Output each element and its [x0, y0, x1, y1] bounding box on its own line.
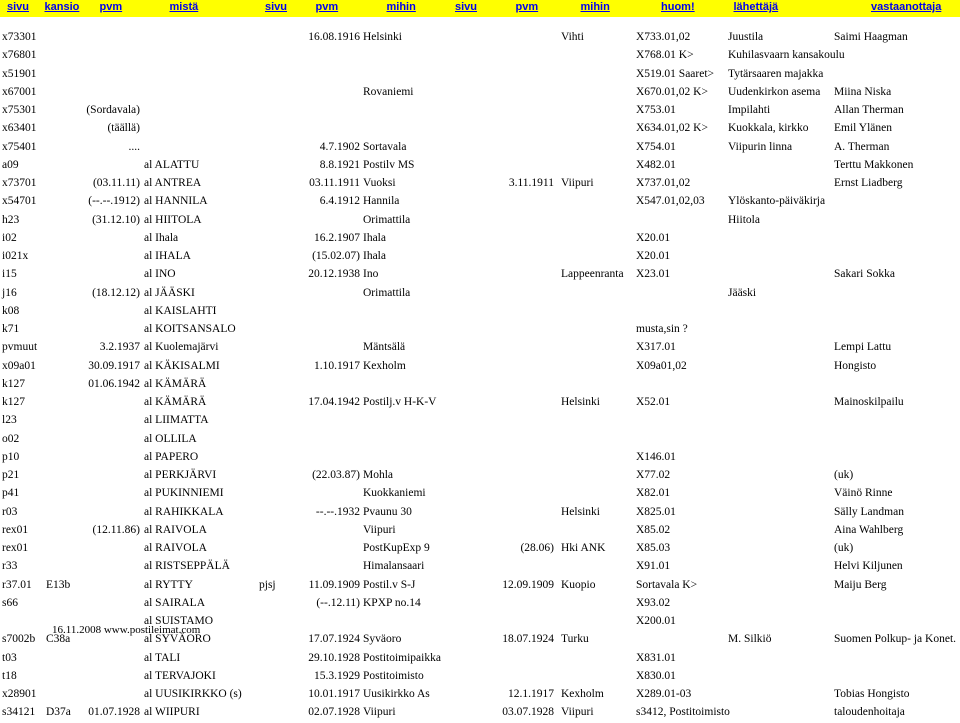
pvm2-cell: 6.4.1912 [319, 195, 360, 208]
huom-cell: X20.01 [636, 250, 671, 262]
vastaanottaja-cell: (uk) [834, 469, 854, 481]
pvm2-cell: (15.02.07) [312, 250, 360, 262]
mista-cell: al Ihala [144, 231, 179, 244]
huom-cell: X519.01 Saaret> [636, 67, 715, 80]
sivu2-cell: pjsj [259, 578, 276, 591]
pvm3-cell: 3.11.1911 [508, 177, 554, 189]
mihin-cell: Orimattila [363, 213, 411, 226]
mista-cell: al KÄKISALMI [144, 359, 220, 372]
table-row [0, 84, 960, 102]
vastaanottaja-cell: Saimi Haagman [834, 31, 908, 43]
huom-cell: X93.02 [636, 596, 671, 609]
sivu-cell: l23 [2, 414, 17, 427]
mihin-cell: Himalansaari [363, 560, 425, 573]
mihin-cell: Postil.v S-J [363, 578, 416, 591]
mista-cell: al SUISTAMO [144, 615, 214, 627]
mihin-cell: Rovaniemi [363, 85, 414, 98]
sivu-cell: p21 [2, 469, 20, 481]
table-row [0, 412, 960, 430]
table-row [0, 193, 960, 211]
mista-cell: al KOITSANSALO [144, 323, 236, 335]
mihin2-cell: Hki ANK [561, 542, 606, 554]
huom-cell: X482.01 [636, 158, 676, 171]
table-row [0, 266, 960, 284]
mihin-cell: Ihala [363, 250, 386, 262]
pvm3-cell: (28.06) [520, 542, 554, 554]
pvm2-cell: 1.10.1917 [314, 359, 360, 372]
mista-cell: al OLLILA [144, 432, 197, 445]
sivu-cell: s7002b [2, 633, 36, 646]
vastaanottaja-cell: Väinö Rinne [834, 487, 893, 500]
huom-cell: X753.01 [636, 104, 676, 116]
huom-cell: X670.01,02 K> [636, 85, 708, 98]
vastaanottaja-cell: Miina Niska [834, 85, 892, 98]
nav-link-7[interactable]: sivu [455, 1, 478, 13]
sivu-cell: r33 [2, 560, 18, 573]
huom-cell: X830.01 [636, 669, 676, 682]
huom-cell: X831.01 [636, 651, 676, 664]
pvm-cell: 01.07.1928 [88, 706, 140, 719]
sivu-cell: t18 [2, 669, 17, 682]
postmark-table [0, 29, 960, 723]
pvm-cell: (18.12.12) [92, 286, 140, 299]
mista-cell: al JÄÄSKI [144, 286, 195, 299]
nav-link-6[interactable]: mihin [386, 1, 416, 13]
sivu-cell: a09 [2, 158, 19, 171]
huom-cell: X547.01,02,03 [636, 195, 705, 208]
sivu-cell: x63401 [2, 122, 37, 135]
mihin-cell: Postilv MS [363, 158, 415, 171]
pvm2-cell: 29.10.1928 [308, 651, 360, 664]
pvm3-cell: 12.1.1917 [508, 688, 554, 700]
sivu-cell: s66 [2, 596, 18, 609]
table-row [0, 47, 960, 65]
sivu-cell: rex01 [2, 523, 29, 536]
vastaanottaja-cell: Allan Therman [834, 104, 904, 116]
pvm-cell: (--.--.1912) [88, 195, 140, 208]
mihin-cell: Sortavala [363, 140, 407, 153]
table-row [0, 467, 960, 485]
nav-link-9[interactable]: mihin [580, 1, 610, 13]
table-row [0, 668, 960, 686]
pvm2-cell: 15.3.1929 [314, 669, 360, 682]
huom-cell: X634.01,02 K> [636, 122, 708, 135]
vastaanottaja-cell: Aina Wahlberg [834, 523, 904, 536]
mista-cell: al ALATTU [144, 158, 200, 171]
mihin-cell: Postilj.v H-K-V [363, 396, 437, 408]
pvm2-cell: --.--.1932 [315, 505, 360, 518]
huom-cell: X825.01 [636, 505, 676, 518]
pvm-cell: 3.2.1937 [99, 341, 140, 354]
nav-bar [0, 0, 960, 17]
kansio-cell: D37a [46, 706, 71, 719]
huom-cell: X77.02 [636, 469, 671, 481]
vastaanottaja-cell: Sakari Sokka [834, 268, 896, 281]
mihin-cell: Ihala [363, 231, 386, 244]
nav-link-3[interactable]: mistä [169, 1, 199, 13]
nav-link-10[interactable]: huom! [661, 1, 695, 13]
nav-link-2[interactable]: pvm [99, 1, 123, 13]
mihin-cell: Syväoro [363, 633, 402, 646]
table-row [0, 102, 960, 120]
sivu-cell: x73301 [2, 31, 37, 43]
pvm2-cell: 17.04.1942 [308, 396, 360, 408]
sivu-cell: k127 [2, 396, 25, 408]
huom-cell: X82.01 [636, 487, 671, 500]
mihin-cell: Kuokkaniemi [363, 487, 426, 500]
mista-cell: al TERVAJOKI [144, 669, 216, 682]
huom-cell: X20.01 [636, 231, 671, 244]
table-row [0, 650, 960, 668]
mista-cell: al SAIRALA [144, 596, 206, 609]
sivu-cell: r03 [2, 505, 18, 518]
pvm3-cell: 12.09.1909 [502, 578, 554, 591]
vastaanottaja-cell: Mainoskilpailu [834, 396, 904, 408]
lahettaja-cell: M. Silkiö [728, 633, 772, 646]
huom-cell: s3412, Postitoimisto [636, 706, 730, 719]
mista-cell: al KÄMÄRÄ [144, 377, 207, 390]
table-row [0, 120, 960, 138]
mista-cell: al HANNILA [144, 195, 208, 208]
mihin-cell: Ino [363, 268, 379, 281]
table-row [0, 230, 960, 248]
pvm2-cell: 20.12.1938 [308, 268, 360, 281]
lahettaja-cell: Tytärsaaren majakka [728, 67, 824, 80]
mista-cell: al RYTTY [144, 578, 193, 591]
mista-cell: al PERKJÄRVI [144, 469, 217, 481]
table-row [0, 285, 960, 303]
mihin-cell: Mohla [363, 469, 394, 481]
sivu-cell: x54701 [2, 195, 37, 208]
sivu-cell: i021x [2, 250, 29, 262]
mihin2-cell: Viipuri [561, 706, 594, 719]
lahettaja-cell: Jääski [728, 286, 757, 299]
vastaanottaja-cell: Suomen Polkup- ja Konet. [834, 633, 957, 646]
table-row [0, 540, 960, 558]
sivu-cell: pvmuut [2, 341, 38, 354]
mista-cell: al RISTSEPPÄLÄ [144, 560, 230, 573]
pvm3-cell: 03.07.1928 [502, 706, 554, 719]
table-row [0, 595, 960, 613]
mista-cell: al IHALA [144, 250, 191, 262]
huom-cell: musta,sin ? [636, 323, 688, 335]
mihin-cell: Vuoksi [363, 177, 396, 189]
sivu-cell: i02 [2, 231, 17, 244]
lahettaja-cell: Impilahti [728, 104, 771, 116]
mihin-cell: Orimattila [363, 286, 411, 299]
mista-cell: al SYVÄORO [144, 633, 211, 646]
sivu-cell: k08 [2, 304, 20, 317]
pvm2-cell: 16.08.1916 [308, 31, 360, 43]
pvm-cell: (03.11.11) [92, 177, 140, 189]
mihin-cell: Viipuri [363, 706, 396, 719]
table-row [0, 485, 960, 503]
sivu-cell: x76801 [2, 49, 37, 62]
nav-link-8[interactable]: pvm [515, 1, 539, 13]
lahettaja-cell: Ylöskanto-päiväkirja [728, 195, 826, 208]
pvm-cell: 01.06.1942 [88, 377, 140, 390]
mista-cell: al Kuolemajärvi [144, 341, 219, 354]
table-row [0, 686, 960, 704]
mihin-cell: Postitoimisto [363, 669, 424, 682]
pvm-cell: (31.12.10) [92, 213, 140, 226]
pvm2-cell: (22.03.87) [312, 469, 360, 481]
sivu-cell: i15 [2, 268, 17, 281]
sivu-cell: x28901 [2, 688, 37, 700]
mihin2-cell: Turku [561, 633, 589, 646]
mihin2-cell: Kexholm [561, 688, 604, 700]
huom-cell: X754.01 [636, 140, 676, 153]
table-row [0, 431, 960, 449]
pvm-cell: (täällä) [107, 122, 140, 135]
vastaanottaja-cell: taloudenhoitaja [834, 706, 905, 719]
sivu-cell: x75401 [2, 140, 37, 153]
vastaanottaja-cell: Lempi Lattu [834, 341, 892, 354]
vastaanottaja-cell: (uk) [834, 542, 854, 554]
vastaanottaja-cell: Hongisto [834, 359, 877, 372]
pvm2-cell: 17.07.1924 [308, 633, 360, 646]
mihin2-cell: Lappeenranta [561, 268, 624, 281]
sivu-cell: h23 [2, 213, 20, 226]
vastaanottaja-cell: Terttu Makkonen [834, 158, 914, 171]
sivu-cell: p41 [2, 487, 20, 500]
huom-cell: Sortavala K> [636, 578, 698, 591]
pvm2-cell: 16.2.1907 [314, 231, 360, 244]
pvm2-cell: 8.8.1921 [319, 158, 360, 171]
pvm-cell: .... [128, 140, 140, 153]
table-row [0, 577, 960, 595]
pvm2-cell: 11.09.1909 [308, 578, 360, 591]
mista-cell: al INO [144, 268, 176, 281]
mista-cell: al TALI [144, 651, 181, 664]
sivu-cell: x09a01 [2, 359, 36, 372]
mista-cell: al KAISLAHTI [144, 304, 217, 317]
huom-cell: X200.01 [636, 615, 676, 627]
pvm2-cell: 02.07.1928 [308, 706, 360, 719]
huom-cell: X23.01 [636, 268, 671, 281]
mihin2-cell: Helsinki [561, 505, 600, 518]
pvm2-cell: 03.11.1911 [309, 177, 360, 189]
huom-cell: X85.03 [636, 542, 671, 554]
vastaanottaja-cell: Emil Ylänen [834, 122, 893, 135]
pvm2-cell: 10.01.1917 [308, 688, 360, 700]
sivu-cell: k127 [2, 377, 25, 390]
table-row [0, 358, 960, 376]
vastaanottaja-cell: Sälly Landman [834, 505, 904, 518]
nav-link-0[interactable]: sivu [7, 1, 30, 13]
nav-link-4[interactable]: sivu [265, 1, 288, 13]
mista-cell: al KÄMÄRÄ [144, 396, 207, 408]
mista-cell: al ANTREA [144, 177, 202, 189]
mihin-cell: Uusikirkko As [363, 688, 430, 700]
mista-cell: al PAPERO [144, 450, 199, 463]
lahettaja-cell: Viipurin linna [728, 140, 793, 153]
sivu-cell: rex01 [2, 542, 29, 554]
lahettaja-cell: Kuhilasvaarn kansakoulu [728, 49, 845, 62]
table-row [0, 339, 960, 357]
huom-cell: X85.02 [636, 523, 671, 536]
mista-cell: al RAIVOLA [144, 542, 207, 554]
mihin2-cell: Viipuri [561, 177, 594, 189]
huom-cell: X768.01 K> [636, 49, 694, 62]
mihin-cell: Postitoimipaikka [363, 651, 441, 664]
table-row [0, 66, 960, 84]
lahettaja-cell: Uudenkirkon asema [728, 85, 821, 98]
huom-cell: X146.01 [636, 450, 676, 463]
mista-cell: al RAIVOLA [144, 523, 207, 536]
sivu-cell: p10 [2, 450, 20, 463]
huom-cell: X733.01,02 [636, 31, 691, 43]
mista-cell: al WIIPURI [144, 706, 200, 719]
huom-cell: X737.01,02 [636, 177, 691, 189]
mihin-cell: Viipuri [363, 523, 396, 536]
mista-cell: al PUKINNIEMI [144, 487, 224, 500]
vastaanottaja-cell: Maiju Berg [834, 578, 887, 591]
mihin2-cell: Kuopio [561, 578, 596, 591]
lahettaja-cell: Kuokkala, kirkko [728, 122, 809, 135]
pvm3-cell: 18.07.1924 [502, 633, 554, 646]
pvm2-cell: 4.7.1902 [319, 140, 360, 153]
nav-link-11[interactable]: lähettäjä [733, 1, 779, 13]
sivu-cell: x75301 [2, 104, 37, 116]
vastaanottaja-cell: Helvi Kiljunen [834, 560, 903, 573]
table-row [0, 29, 960, 47]
table-row [0, 303, 960, 321]
mihin-cell: PostKupExp 9 [363, 542, 430, 554]
table-row [0, 394, 960, 412]
nav-link-12[interactable]: vastaanottaja [871, 1, 942, 13]
vastaanottaja-cell: Ernst Liadberg [834, 177, 903, 189]
table-row [0, 157, 960, 175]
table-row [0, 139, 960, 157]
table-row [0, 175, 960, 193]
pvm-cell: (Sordavala) [86, 104, 140, 116]
sivu-cell: k71 [2, 323, 20, 335]
sivu-cell: t03 [2, 651, 17, 664]
kansio-cell: C38a [46, 633, 71, 646]
mihin-cell: Mäntsälä [363, 341, 406, 354]
table-row [0, 558, 960, 576]
pvm-cell: (12.11.86) [92, 523, 140, 536]
huom-cell: X91.01 [636, 560, 671, 573]
vastaanottaja-cell: Tobias Hongisto [834, 688, 910, 700]
mihin-cell: Pvaunu 30 [363, 505, 412, 518]
mihin2-cell: Vihti [561, 31, 584, 43]
sivu-cell: x73701 [2, 177, 37, 189]
mihin-cell: Hannila [363, 195, 400, 208]
table-row [0, 449, 960, 467]
mista-cell: al LIIMATTA [144, 414, 209, 427]
kansio-cell: E13b [46, 578, 71, 591]
sivu-cell: o02 [2, 432, 20, 445]
nav-link-5[interactable]: pvm [315, 1, 339, 13]
mista-cell: al UUSIKIRKKO (s) [144, 688, 242, 700]
table-row [0, 504, 960, 522]
huom-cell: X289.01-03 [636, 688, 692, 700]
sivu-cell: j16 [2, 286, 17, 299]
huom-cell: X09a01,02 [636, 359, 687, 372]
sivu-cell: r37.01 [2, 578, 32, 591]
table-row [0, 212, 960, 230]
pvm-cell: 30.09.1917 [88, 359, 140, 372]
table-row [0, 704, 960, 722]
lahettaja-cell: Juustila [728, 31, 764, 43]
nav-link-1[interactable]: kansio [44, 1, 80, 13]
pvm2-cell: (--.12.11) [316, 596, 360, 609]
mista-cell: al RAHIKKALA [144, 505, 224, 518]
mihin-cell: Helsinki [363, 31, 402, 43]
huom-cell: X317.01 [636, 341, 676, 354]
huom-cell: X52.01 [636, 396, 671, 408]
mihin2-cell: Helsinki [561, 396, 600, 408]
vastaanottaja-cell: A. Therman [834, 140, 890, 153]
sivu-cell: x67001 [2, 85, 37, 98]
table-row [0, 522, 960, 540]
table-row [0, 321, 960, 339]
mihin-cell: Kexholm [363, 359, 406, 372]
lahettaja-cell: Hiitola [728, 213, 760, 226]
mihin-cell: KPXP no.14 [363, 596, 421, 609]
mista-cell: al HIITOLA [144, 213, 202, 226]
footer-text: 16.11.2008 www.postileimat.com [52, 624, 201, 636]
table-row [0, 248, 960, 266]
sivu-cell: x51901 [2, 67, 37, 80]
table-row [0, 376, 960, 394]
sivu-cell: s34121 [2, 706, 36, 719]
